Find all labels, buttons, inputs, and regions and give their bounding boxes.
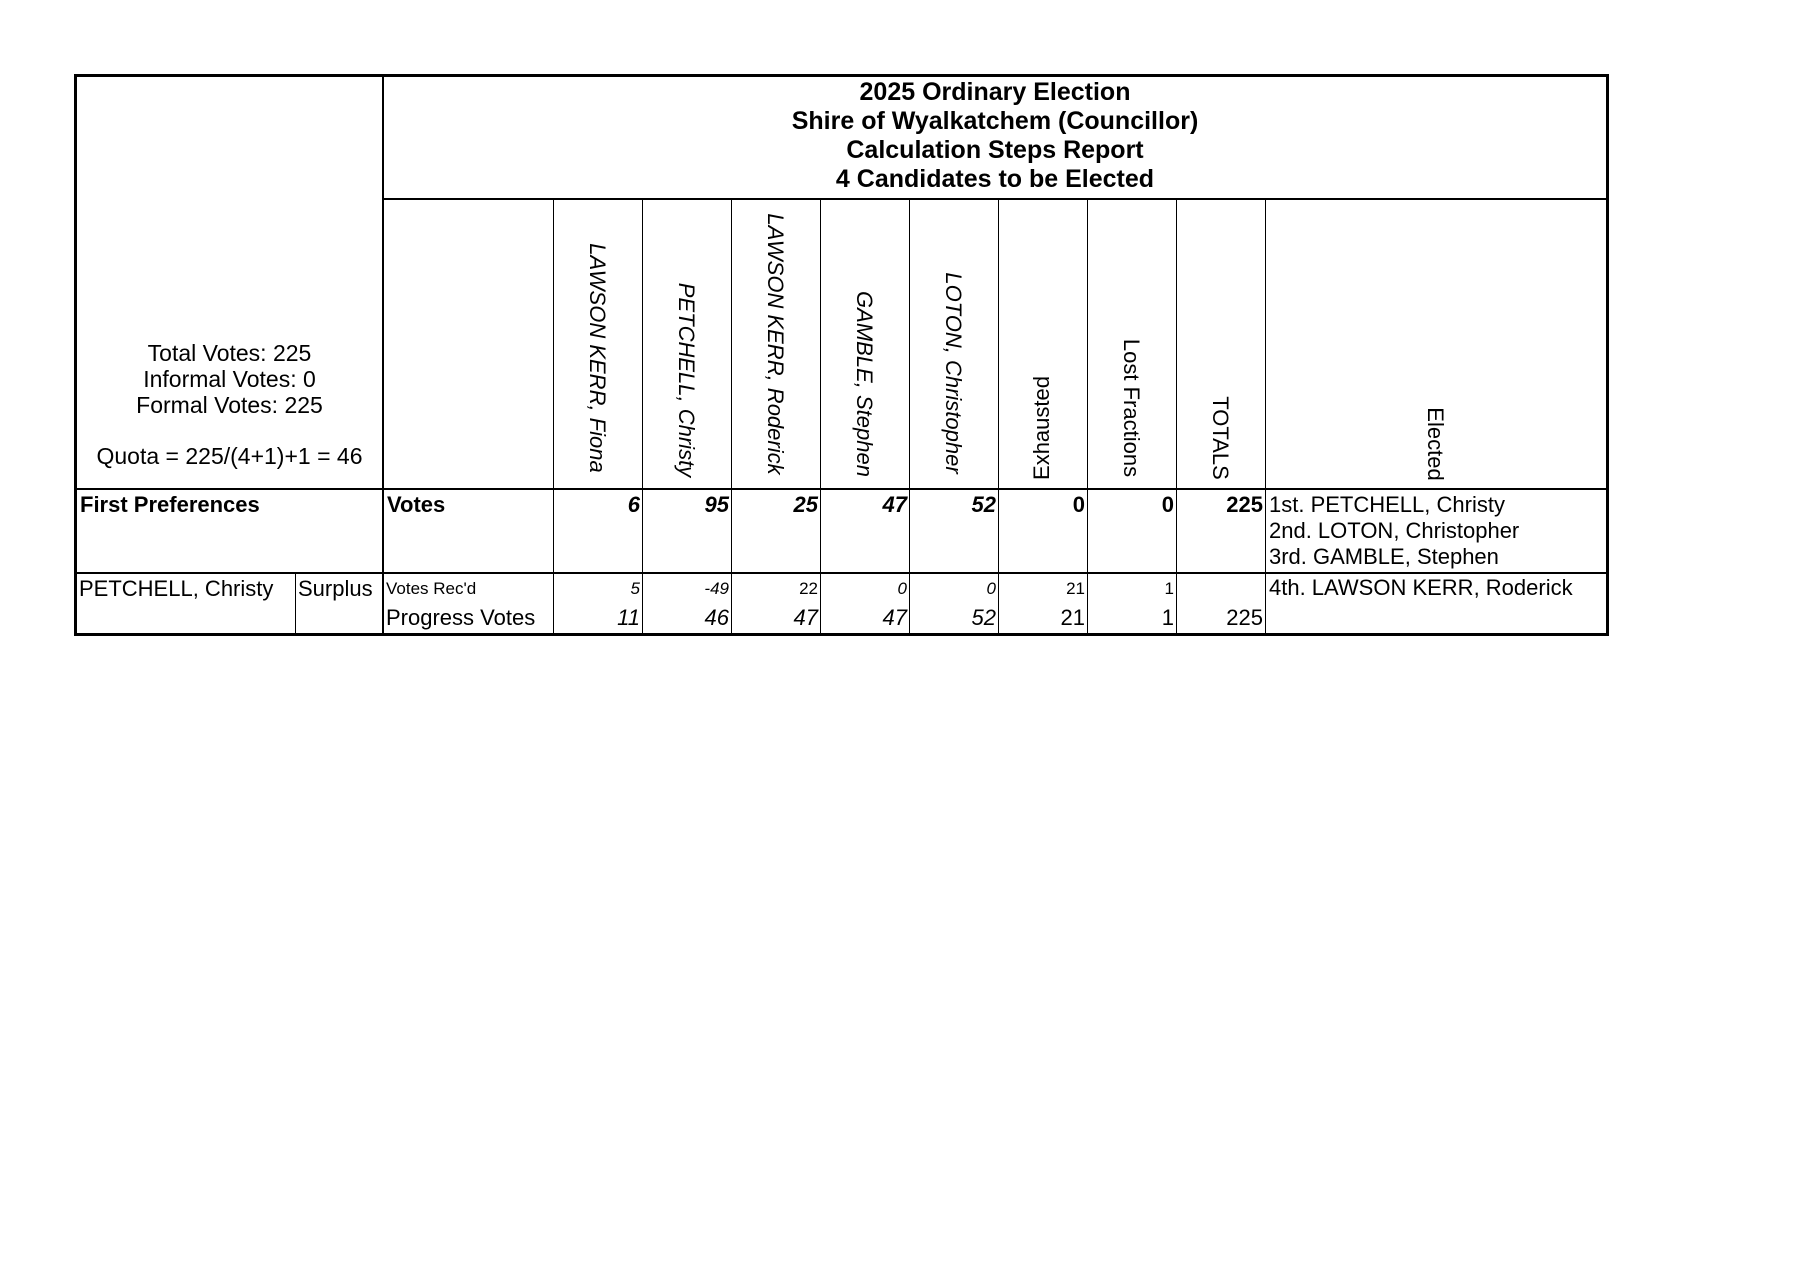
received-petchell-christy: -49: [704, 579, 729, 598]
informal-votes: Informal Votes: 0: [143, 366, 316, 392]
received-lost-fractions: 1: [1164, 579, 1174, 598]
first-pref-lost-fractions: 0: [1161, 492, 1174, 517]
divider-first-preferences: [74, 488, 1607, 490]
progress-petchell-christy: 46: [704, 605, 729, 630]
surplus-step-label: Surplus: [298, 576, 373, 601]
vote-summary: [77, 77, 382, 488]
elected-second: 2nd. LOTON, Christopher: [1269, 518, 1520, 543]
column-header-loton-christopher: LOTON, Christopher: [941, 272, 966, 474]
received-loton-christopher: 0: [986, 579, 996, 598]
first-pref-lawson-kerr-fiona: 6: [627, 492, 640, 517]
progress-votes-label: Progress Votes: [386, 605, 536, 630]
column-header-elected: Elected: [1423, 407, 1448, 481]
votes-received-label: Votes Rec'd: [386, 579, 477, 598]
col-line-4: [820, 198, 821, 634]
received-exhausted: 21: [1066, 579, 1085, 598]
divider-surplus-step: [295, 572, 296, 634]
first-pref-petchell-christy: 95: [704, 492, 729, 517]
progress-exhausted: 21: [1060, 605, 1085, 630]
column-header-totals: TOTALS: [1208, 396, 1233, 480]
border-right: [1606, 74, 1609, 636]
received-lawson-kerr-roderick: 22: [799, 579, 818, 598]
col-line-5: [909, 198, 910, 634]
border-bottom: [74, 633, 1609, 636]
first-pref-gamble-stephen: 47: [882, 492, 907, 517]
progress-lawson-kerr-fiona: 11: [617, 605, 640, 630]
column-header-lawson-kerr-roderick: LAWSON KERR, Roderick: [763, 213, 788, 475]
col-line-8: [1176, 198, 1177, 634]
first-pref-lawson-kerr-roderick: 25: [793, 492, 818, 517]
col-line-2: [642, 198, 643, 634]
progress-lost-fractions: 1: [1161, 605, 1174, 630]
election-title: 2025 Ordinary Election: [859, 78, 1131, 106]
column-header-gamble-stephen: GAMBLE, Stephen: [852, 291, 877, 477]
col-line-1: [553, 198, 554, 634]
col-line-7: [1087, 198, 1088, 634]
report-header: [384, 78, 1606, 196]
progress-lawson-kerr-roderick: 47: [793, 605, 818, 630]
progress-gamble-stephen: 47: [882, 605, 907, 630]
col-line-9: [1265, 198, 1266, 634]
progress-totals: 225: [1226, 605, 1263, 630]
council-name: Shire of Wyalkatchem (Councillor): [791, 107, 1199, 135]
column-header-petchell-christy: PETCHELL, Christy: [674, 282, 699, 478]
received-gamble-stephen: 0: [897, 579, 907, 598]
divider-header: [382, 198, 1607, 200]
formal-votes: Formal Votes: 225: [136, 392, 323, 418]
surplus-candidate: PETCHELL, Christy: [79, 576, 274, 601]
first-preferences-label: First Preferences: [80, 492, 260, 517]
column-header-lawson-kerr-fiona: LAWSON KERR, Fiona: [585, 243, 610, 473]
votes-label: Votes: [387, 492, 446, 517]
first-pref-exhausted: 0: [1072, 492, 1085, 517]
elected-third: 3rd. GAMBLE, Stephen: [1269, 544, 1499, 569]
col-line-3: [731, 198, 732, 634]
progress-loton-christopher: 52: [971, 605, 996, 630]
report-name: Calculation Steps Report: [846, 136, 1144, 164]
quota: Quota = 225/(4+1)+1 = 46: [96, 443, 363, 469]
candidates-to-elect: 4 Candidates to be Elected: [835, 165, 1155, 193]
column-header-exhausted: Exhausted: [1029, 376, 1054, 480]
col-line-6: [998, 198, 999, 634]
divider-surplus: [74, 572, 1607, 574]
total-votes: Total Votes: 225: [147, 340, 312, 366]
received-lawson-kerr-fiona: 5: [630, 579, 640, 598]
first-pref-totals: 225: [1226, 492, 1263, 517]
elected-first: 1st. PETCHELL, Christy: [1269, 492, 1505, 517]
elected-fourth: 4th. LAWSON KERR, Roderick: [1269, 575, 1573, 600]
column-header-lost-fractions: Lost Fractions: [1119, 338, 1144, 478]
first-pref-loton-christopher: 52: [971, 492, 996, 517]
